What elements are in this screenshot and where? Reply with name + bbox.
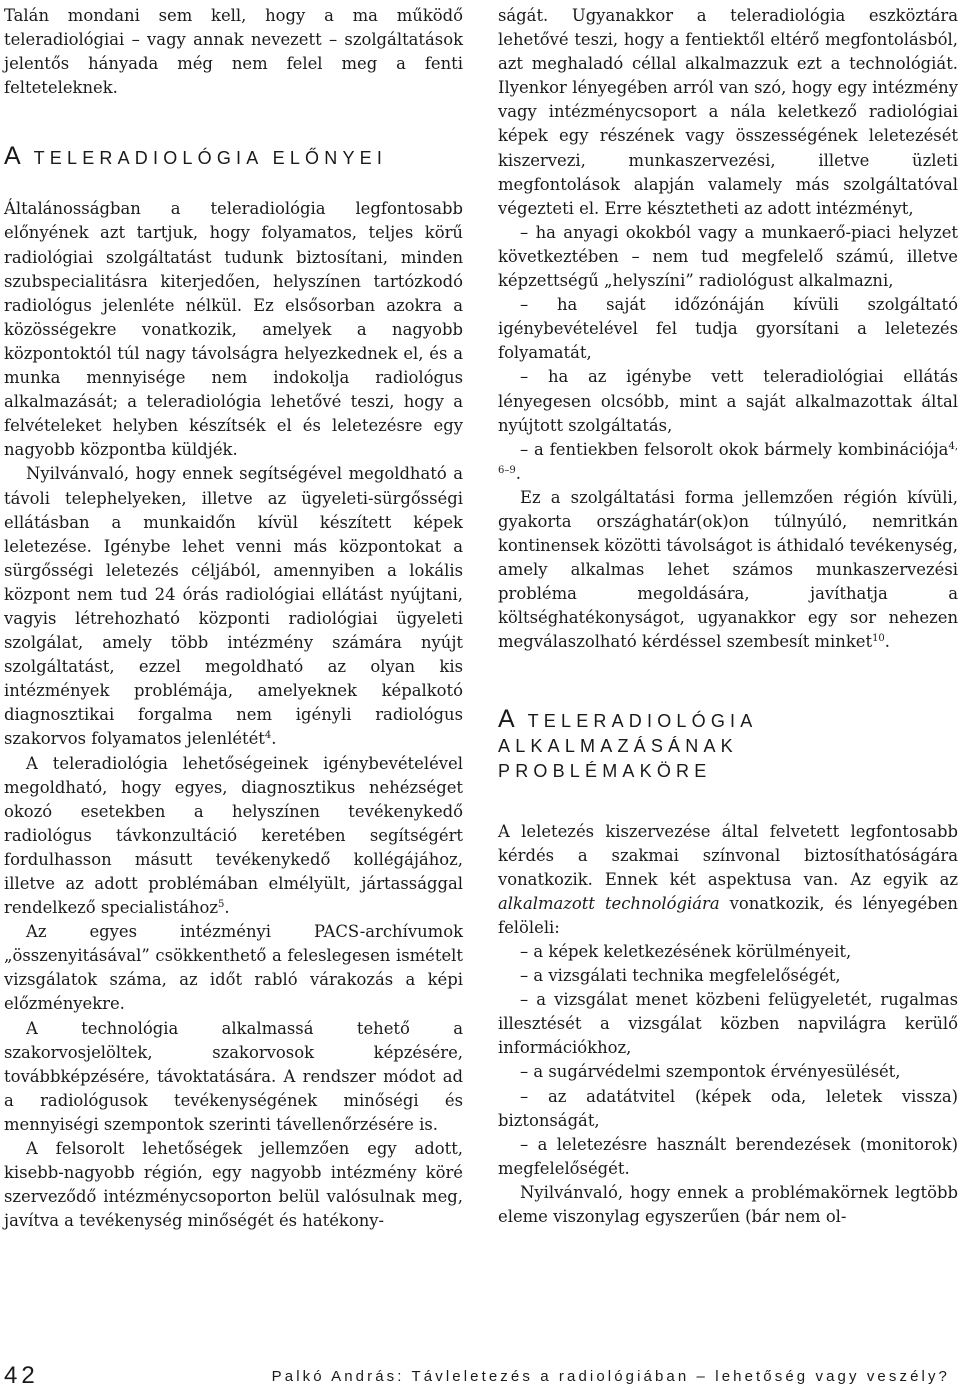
heading-text: TELERADIOLÓGIA ALKALMAZÁSÁNAK PROBLÉMAKÖRE [498, 710, 757, 781]
paragraph [498, 820, 958, 940]
list-item: – ha saját időzónáján kívüli szolgáltató igénybevételével fel tudja gyorsítani a leletezés folyamatát, [498, 295, 958, 363]
paragraph: Általánosságban a teleradiológia legfontosabb előnyének azt tartjuk, hogy folyamatos, teljes körű radiológiai szolgáltatást tudunk biztosítani, minden szubspecialitásra kiterjedően, helyszínen tartózkodó radiológus jelenléte nélkül. Ez elsősorban azokra a közösségekre vonatkozik, amelyek a nagyobb központoktól túl nagy távolságra helyezkednek el, és a munka mennyisége nem indokolja radiológus alkalmazását; a teleradiológia lehetővé teszi, hogy a felvételeket helyben készítsék el és leletezésre egy nagyobb központba küldjék. [4, 199, 463, 460]
citation: 4 [264, 730, 272, 742]
paragraph-text: vonatkozik, és lényegében felöleli: [498, 893, 958, 937]
paragraph-text: Nyilvánvaló, hogy ennek segítségével megoldható a távoli telephelyeken, illetve az ügyeleti-sürgősségi ellátásban a munkaidőn kívül készített képek leletezése. Igénybe lehet venni más központokat a sürgősségi leletezés céljából, amennyiben a lokális központ nem tud 24 órás radiológiai ellátást nyújtani, vagyis létrehozható központi radiológiai ügyeleti szolgálat, amely több intézmény számára nyújt szolgáltatást, ezzel megoldható az olyan kis intézmények problémája, amelyeknek képalkotó diagnosztikai forgalma nem igényli radiológus szakorvos folyamatos jelenlétét [4, 464, 463, 749]
paragraph: Talán mondani sem kell, hogy a ma működő teleradiológiai – vagy annak nevezett – szolgáltatások jelentős hányada még nem felel meg a fenti felteteleknek. [4, 6, 463, 98]
heading-text: TELERADIOLÓGIA ELŐNYEI [33, 148, 388, 169]
emphasis: alkalmazott technológiára [498, 893, 720, 913]
citation: 4, 6–9 [498, 440, 958, 476]
paragraph-text: A teleradiológia lehetőségeinek igénybevételével megoldható, hogy egyes, diagnosztikus nehézséget okozó esetekben a helyszínen tevékenykedő radiológus távkonzultáció keretében segítségért fordulhasson másutt tevékenykedő kollégájához, illetve az adott problémában elmélyült, jártassággal rendelkező specialistához [4, 753, 463, 918]
list-item: – az adatátvitel (képek oda, leletek vissza) biztonságát, [498, 1086, 958, 1130]
paragraph: A felsorolt lehetőségek jellemzően egy adott, kisebb-nagyobb régión, egy nagyobb intézmény köré szerveződő intézménycsoporton belül valósulnak meg, javítva a tevékenység minőségét és hatékony- [4, 1139, 463, 1231]
page-number: 42 [4, 1362, 39, 1389]
list-item: – a vizsgálati technika megfelelőségét, [520, 966, 841, 986]
paragraph: Ez a szolgáltatási forma jellemzően régión kívüli, gyakorta országhatár(ok)on túlnyúló, nemritkán kontinensek közötti távolságot is áthidaló tevékenység, amely alkalmas lehet számos munkaszervezési probléma megoldására, javíthatja a költséghatékonyságot, ugyanakkor egy sor nehezen megválaszolható kérdéssel szembesít minket$^{10}$. [498, 487, 958, 652]
running-title: Palkó András: Távleletezés a radiológiában – lehetőség vagy veszély? [271, 1368, 950, 1385]
paragraph: A teleradiológia lehetőségeinek igénybevételével megoldható, hogy egyes, diagnosztikus nehézséget okozó esetekben a helyszínen tevékenykedő radiológus távkonzultáció keretében segítségért fordulhasson másutt tevékenykedő kollégájához, illetve az adott problémában elmélyült, jártassággal rendelkező specialistához$^5$. [4, 753, 463, 918]
paragraph: ságát. Ugyanakkor a teleradiológia eszköztára lehetővé teszi, hogy a fentiektől eltérő megfontolásból, azt meghaladó céllal alkalmazzuk ezt a technológiát. Ilyenkor lényegében arról van szó, hogy egy intézmény vagy intézménycsoport a nála keletkező radiológiai képek egy részének vagy összességének leletezését kiszervezi, munkaszervezési, illetve üzleti megfontolások alapján valamely más szolgáltatóval végezteti el. Erre késztetheti az adott intézményt, [498, 6, 958, 218]
citation: 5 [217, 899, 225, 911]
list-item: – ha anyagi okokból vagy a munkaerő-piaci helyzet következtében – nem tud megfelelő számú, illetve képzettségű „helyszíni” radiológust alkalmazni, [498, 222, 958, 291]
section-heading-advantages [4, 144, 463, 171]
paragraph-text: Ez a szolgáltatási forma jellemzően régión kívüli, gyakorta országhatár(ok)on túlnyúló, nemritkán kontinensek közötti távolságot is áthidaló tevékenység, amely alkalmas lehet számos munkaszervezési probléma megoldására, javíthatja a költséghatékonyságot, ugyanakkor egy sor nehezen megválaszolható kérdéssel szembesít minket [498, 487, 958, 652]
citation: 10 [872, 633, 885, 645]
list-item: – a vizsgálat menet közbeni felügyeletét, rugalmas illesztését a vizsgálat közben napvilágra kerülő információkhoz, [498, 990, 958, 1058]
paragraph: Az egyes intézményi PACS-archívumok „összenyitásával” csökkenthető a feleslegesen ismételt vizsgálatok száma, az időt rabló várakozás a képi előzményekre. [4, 922, 463, 1014]
paragraph: A technológia alkalmassá tehető a szakorvosjelöltek, szakorvosok képzésére, továbbképzésére, távoktatására. A rendszer módot ad a radiológusok tevékenységének minőségi és mennyiségi szempontok szerinti távellenőrzésére is. [4, 1018, 463, 1134]
list-item: – a sugárvédelmi szempontok érvényesülését, [520, 1062, 901, 1082]
list-item: – a leletezésre használt berendezések (monitorok) megfelelőségét. [498, 1134, 958, 1178]
left-column [4, 4, 463, 1233]
list-item: – a képek keletkezésének körülményeit, [520, 942, 852, 961]
paragraph: Nyilvánvaló, hogy ennek a problémakörnek legtöbb eleme viszonylag egyszerűen (bár nem ol- [498, 1182, 958, 1227]
right-column [498, 4, 958, 1229]
page-footer [0, 1362, 960, 1392]
list-item: – ha az igénybe vett teleradiológiai ellátás lényegesen olcsóbb, mint a saját alkalmazottak által nyújtott szolgáltatás, [498, 367, 958, 435]
heading-initial: A [498, 704, 518, 733]
list-item-text: – a fentiekben felsorolt okok bármely kombinációja [520, 439, 949, 459]
heading-initial: A [4, 142, 24, 171]
paragraph: Nyilvánvaló, hogy ennek segítségével megoldható a távoli telephelyeken, illetve az ügyeleti-sürgősségi ellátásban a munkaidőn kívül készített képek leletezése. Igénybe lehet venni más központokat a sürgősségi leletezés céljából, amennyiben a lokális központ nem tud 24 órás radiológiai ellátást nyújtani, vagyis létrehozható központi radiológiai ügyeleti szolgálat, amely több intézmény számára nyújt szolgáltatást, ezzel megoldható az olyan kis intézmények problémája, amelyeknek képalkotó diagnosztikai forgalma nem igényli radiológus szakorvos folyamatos jelenlétét$^4$. [4, 464, 463, 749]
list-item: – a fentiekben felsorolt okok bármely kombinációja$^{4, 6-9}$. [498, 439, 958, 483]
paragraph-text: A leletezés kiszervezése által felvetett legfontosabb kérdés a szakmai színvonal biztosíthatóságára vonatkozik. Ennek két aspektusa van. Az egyik az [498, 821, 958, 889]
section-heading-problems [498, 704, 958, 784]
